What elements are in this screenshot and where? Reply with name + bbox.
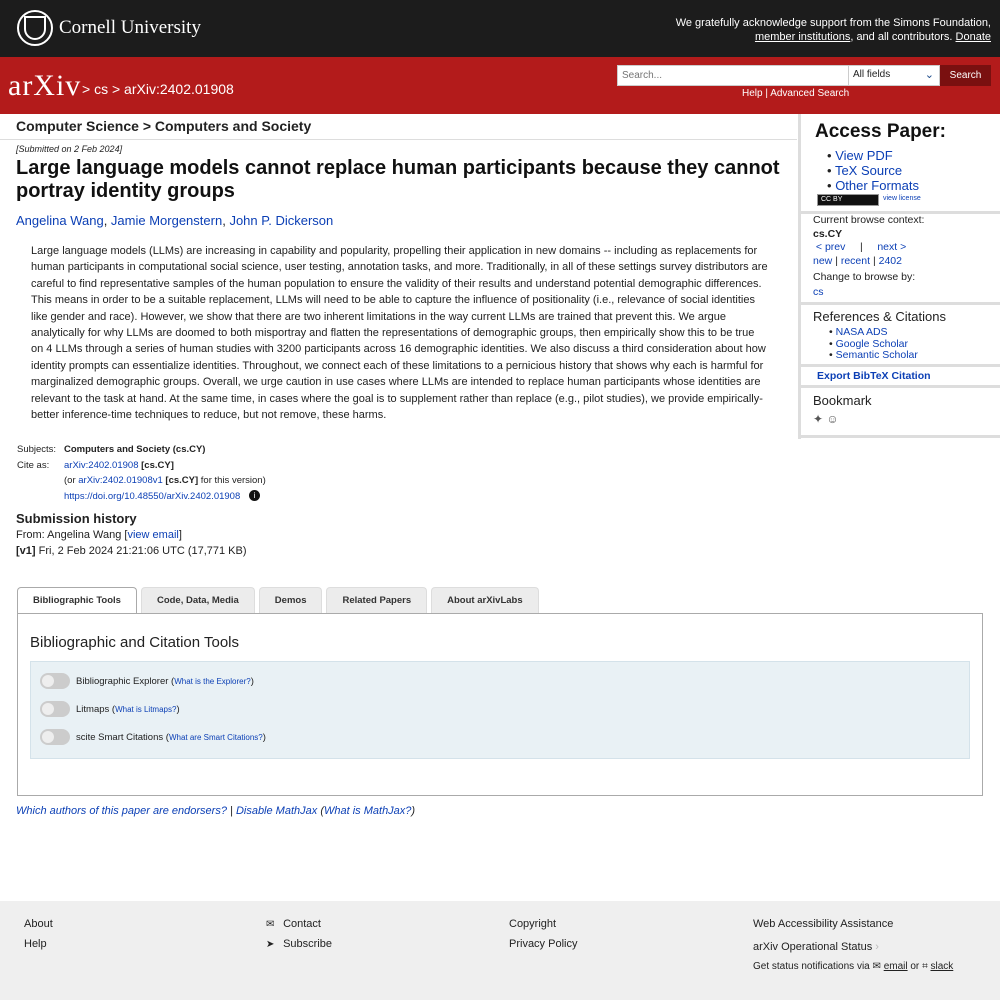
tab-code-data-media[interactable]: Code, Data, Media [141,587,255,613]
search-field-select[interactable] [849,65,940,86]
footer [0,901,1000,1000]
tool-row-scite: scite Smart Citations ( What are Smart Citations? ) [40,729,266,745]
submission-date: [Submitted on 2 Feb 2024] [16,144,123,154]
paper-title: Large language models cannot replace human participants because they cannot portray identity groups [16,157,780,202]
access-paper-title: Access Paper: [815,121,946,142]
help-links [742,88,849,99]
search-button[interactable]: Search [940,65,991,86]
nav-sep: | [872,254,876,267]
author-list: Angelina Wang, Jamie Morgenstern, John P. Dickerson [16,213,334,228]
crumb-cs[interactable]: cs [94,81,109,97]
divider [801,302,1000,305]
cornell-seal-icon [17,10,53,46]
tool-label: Bibliographic Explorer [76,675,169,687]
divider [0,139,797,140]
tool-help-link[interactable]: What is the Explorer? [174,676,251,686]
tool-label: scite Smart Citations [76,731,164,743]
bookmark-icons [813,412,839,426]
tab-demos[interactable]: Demos [259,587,323,613]
tool-label: Litmaps [76,703,110,715]
contact-link[interactable]: Contact [283,918,321,930]
copyright-link[interactable]: Copyright [509,918,557,930]
tab-about-arxivlabs[interactable]: About arXivLabs [431,587,539,613]
tex-source-link[interactable]: TeX Source [834,163,903,178]
tab-bibliographic-tools[interactable]: Bibliographic Tools [17,587,137,614]
toggle-switch[interactable] [40,701,70,717]
divider [801,364,1000,367]
metadata-table [17,442,266,504]
cite-v1-link[interactable]: arXiv:2402.01908v1 [78,475,163,486]
view-email-link[interactable]: view email [127,529,179,541]
toggle-switch[interactable] [40,673,70,689]
paper-plane-icon: ➤ [266,938,275,950]
other-formats-link[interactable]: Other Formats [835,178,919,193]
browse-context-value: cs.CY [813,227,843,240]
references-links: • NASA ADS • Google Scholar • Semantic Scholar [829,326,918,361]
month-link[interactable]: 2402 [878,254,902,267]
browse-context-label: Current browse context: [813,214,925,226]
disable-mathjax-link[interactable]: Disable MathJax [235,805,318,817]
slack-icon: ⌗ [922,961,928,972]
arxiv-header [0,57,1000,114]
subjects-label: Subjects: [17,444,57,455]
bottom-links: Which authors of this paper are endorsers? | Disable MathJax (What is MathJax?) [16,805,416,817]
cornell-logo[interactable] [17,10,201,46]
chevron-right-icon: › [875,940,879,953]
cite-v1-suffix: for this version) [200,475,266,486]
arxiv-logo[interactable]: arXiv [8,69,82,102]
about-link[interactable]: About [24,918,53,930]
recent-link[interactable]: recent [840,254,871,267]
version-text: Fri, 2 Feb 2024 21:21:06 UTC (17,771 KB) [38,545,247,557]
submission-from [16,529,182,541]
tool-row-explorer: Bibliographic Explorer ( What is the Explorer? ) [40,673,254,689]
cite-v1-tag: [cs.CY] [165,475,199,486]
cite-label: Cite as: [17,459,50,471]
slack-notify-link[interactable]: slack [930,961,954,972]
help-sep: | [765,88,768,99]
tab-panel [17,613,983,796]
help-footer-link[interactable]: Help [24,937,47,950]
tab-bar [17,587,543,614]
tool-row-litmaps: Litmaps ( What is Litmaps? ) [40,701,180,717]
member-institutions-link[interactable]: member institutions [754,31,851,43]
cite-or: (or [64,475,76,486]
new-link[interactable]: new [813,254,833,267]
search-field-value: All fields [853,69,891,80]
export-bibtex-link[interactable]: Export BibTeX Citation [817,370,931,382]
change-browse-label: Change to browse by: [813,271,916,283]
crumb-sep: > [82,81,91,97]
bottom-sep: | [230,805,233,817]
help-link[interactable]: Help [742,88,763,99]
operational-status-link[interactable]: arXiv Operational Status [753,940,873,953]
crumb-id: arXiv:2402.01908 [124,81,234,97]
search-input[interactable] [617,65,849,86]
change-browse-link[interactable]: cs [813,285,824,298]
submission-version [16,545,247,557]
what-mathjax-link[interactable]: What is MathJax? [324,805,412,817]
privacy-link[interactable]: Privacy Policy [509,937,578,950]
footer-col-4 [753,915,953,977]
version-label: [v1] [16,545,36,557]
tool-help-link[interactable]: What is Litmaps? [115,704,177,714]
footer-col-3 [509,915,577,954]
cc-license-badge[interactable]: CC BY [817,194,879,206]
doi-link[interactable]: https://doi.org/10.48550/arXiv.2402.01908 [64,490,241,502]
footer-col-2 [266,915,332,954]
cornell-name: Cornell University [59,17,201,38]
from-suffix: ] [178,529,182,541]
from-prefix: From: Angelina Wang [ [16,529,128,541]
tool-help-link[interactable]: What are Smart Citations? [168,732,263,742]
sidebar [798,114,1000,439]
search-form [617,65,991,86]
crumb-sep: > [111,81,121,97]
bibsonomy-icon[interactable]: ✦ [813,412,824,426]
author-link[interactable]: John P. Dickerson [229,213,334,228]
chevron-down-icon: ⌄ [924,69,934,81]
bookmark-title: Bookmark [813,393,872,408]
access-links: • View PDF • TeX Source • Other Formats [827,148,919,193]
tool-box [30,661,970,759]
accessibility-link[interactable]: Web Accessibility Assistance [753,918,894,930]
nav-sep: | [835,254,838,267]
or-text: or [910,961,920,972]
envelope-icon: ✉ [266,919,275,930]
google-scholar-link[interactable]: Google Scholar [835,337,908,350]
view-license-link[interactable]: view license [883,195,921,202]
support-text [676,16,991,44]
reddit-icon[interactable]: ☺ [826,412,839,426]
tab-related-papers[interactable]: Related Papers [326,587,427,613]
submission-history-title: Submission history [16,511,137,526]
divider [801,385,1000,388]
notify-prefix: Get status notifications via [753,961,870,972]
donate-link[interactable]: Donate [955,31,991,43]
prev-link[interactable]: < prev [815,241,846,253]
endorsers-link[interactable]: Which authors of this paper are endorsers? [16,805,227,817]
nasa-ads-link[interactable]: NASA ADS [835,326,888,338]
cornell-bar [0,0,1000,57]
cite-tag: [cs.CY] [141,459,174,471]
advanced-search-link[interactable]: Advanced Search [770,88,850,99]
view-pdf-link[interactable]: View PDF [835,148,893,163]
nav-sep: | [860,241,863,253]
next-link[interactable]: next > [877,241,907,253]
info-icon[interactable]: i [249,490,260,501]
footer-col-1 [24,915,53,954]
panel-title: Bibliographic and Citation Tools [30,634,240,651]
cite-id-link[interactable]: arXiv:2402.01908 [64,459,139,471]
references-title: References & Citations [813,309,946,324]
author-link[interactable]: Angelina Wang [16,213,104,228]
abstract: Large language models (LLMs) are increasing in capability and popularity, propelling their application in new domains -- including as replacements for human participants in computational social science, user testing, annotation tasks, and more. Traditionally, in all of these settings survey distributors are careful to find representative samples of the human population to ensure the validity of their results and understand potential demographic differences. This means in order to be a suitable replacement, LLMs will need to be able to capture the influence of positionality (i.e., relevance of social identities like gender and race). However, we show that there are two inherent limitations in the way current LLMs are trained that prevent this. We argue analytically for why LLMs are doomed to both misportray and flatten the representations of demographic groups, then empirically show this to be true on 4 LLMs through a series of human studies with 3200 participants across 16 demographic identities. We also discuss a third consideration about how identity prompts can essentialize identities. Throughout, we connect each of these limitations to a pernicious history that shows why each is harmful for marginalized demographic groups. Overall, we urge caution in use cases where LLMs are intended to replace human participants whose identities are relevant to the task at hand. At the same time, in cases where the goal is to supplement rather than replace (e.g., pilot studies), we provide empirically-better inference-time techniques to reduce, but not remove, these harms. [31,245,768,422]
semantic-scholar-link[interactable]: Semantic Scholar [835,349,918,361]
support-prefix: We gratefully acknowledge support from the Simons Foundation, [675,17,991,29]
browse-context [813,214,998,299]
toggle-switch[interactable] [40,729,70,745]
email-notify-link[interactable]: email [883,961,908,972]
subscribe-link[interactable]: Subscribe [283,937,332,950]
divider [801,435,1000,438]
envelope-icon: ✉ [872,961,881,972]
support-mid: , and all contributors. [850,31,953,43]
category-title: Computer Science > Computers and Society [16,118,312,134]
subjects-value: Computers and Society (cs.CY) [64,444,206,455]
author-link[interactable]: Jamie Morgenstern [110,213,223,228]
breadcrumb [82,81,234,97]
